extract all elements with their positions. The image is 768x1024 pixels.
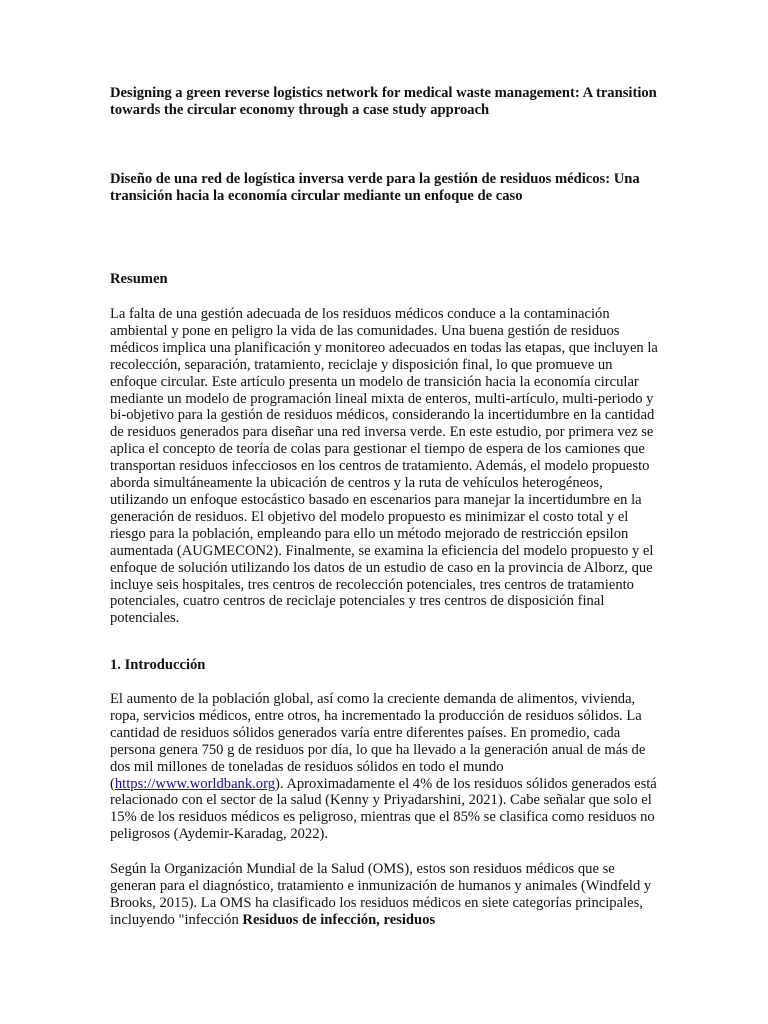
introduction-paragraph-1 — [110, 691, 660, 843]
abstract-heading: Resumen — [110, 271, 168, 287]
abstract-paragraph: La falta de una gestión adecuada de los residuos médicos conduce a la contaminación ambiental y pone en peligro la vida de las comunidades. Una buena gestión de residuos médicos implica una planificación y monitoreo adecuados en todas las etapas, que incluyen la recolección, separación, tratamiento, reciclaje y disposición final, lo que promueve un enfoque circular. Este artículo presenta un modelo de transición hacia la economía circular mediante un modelo de programación lineal mixta de enteros, multi-artículo, multi-periodo y bi-objetivo para la gestión de residuos médicos, considerando la incertidumbre en la cantidad de residuos generados para diseñar una red inversa verde. En este estudio, por primera vez se aplica el concepto de teoría de colas para gestionar el tiempo de espera de los camiones que transportan residuos infecciosos en los centros de tratamiento. Además, el modelo propuesto aborda simultáneamente la ubicación de centros y la ruta de vehículos heterogéneos, utilizando un enfoque estocástico basado en escenarios para manejar la incertidumbre en la generación de residuos. El objetivo del modelo propuesto es minimizar el costo total y el riesgo para la población, empleando para ello un método mejorado de restricción epsilon aumentada (AUGMECON2). Finalmente, se examina la eficiencia del modelo propuesto y el enfoque de solución utilizando los datos de un estudio de caso en la provincia de Alborz, que incluye seis hospitales, tres centros de recolección potenciales, tres centros de tratamiento potenciales, cuatro centros de reciclaje potenciales y tres centros de disposición final potenciales. — [110, 306, 658, 627]
paper-title-spanish: Diseño de una red de logística inversa verde para la gestión de residuos médicos: Una transición hacia la economía circular mediante un enfoque de caso — [110, 171, 640, 204]
intro-p2-text: Según la Organización Mundial de la Salud (OMS), estos son residuos médicos que se generan para el diagnóstico, tratamiento e inmunización de humanos y animales (Windfeld y Brooks, 2015). La OMS ha clasificado los residuos médicos en siete categorías principales, incluyendo "infección — [110, 861, 652, 928]
introduction-paragraph-2 — [110, 861, 660, 929]
intro-p1-text-end: ). Aproximadamente el 4% de los residuos sólidos generados está relacionado con el sector de la salud (Kenny y Priyadarshini, 2021). Cabe señalar que solo el 15% de los residuos médicos es peligroso, mientras que el 85% se clasifica como residuos no peligrosos (Aydemir-Karadag, 2022). — [110, 775, 657, 843]
introduction-heading: 1. Introducción — [110, 657, 206, 673]
intro-p1-text-start: El aumento de la población global, así como la creciente demanda de alimentos, vivienda, ropa, servicios médicos, entre otros, ha incrementado la producción de residuos sólidos. La cantidad de residuos sólidos generados varía entre diferentes países. En promedio, cada persona genera 750 g de residuos por día, lo que ha llevado a la generación anual de más de dos mil millones de toneladas de residuos sólidos en todo el mundo ( — [110, 691, 646, 792]
worldbank-link[interactable]: https://www.worldbank.org — [114, 775, 275, 792]
paper-title-english: Designing a green reverse logistics network for medical waste management: A transition towards the circular economy through a case study approach — [110, 85, 657, 118]
intro-p2-bold-text: Residuos de infección, residuos — [242, 911, 436, 928]
